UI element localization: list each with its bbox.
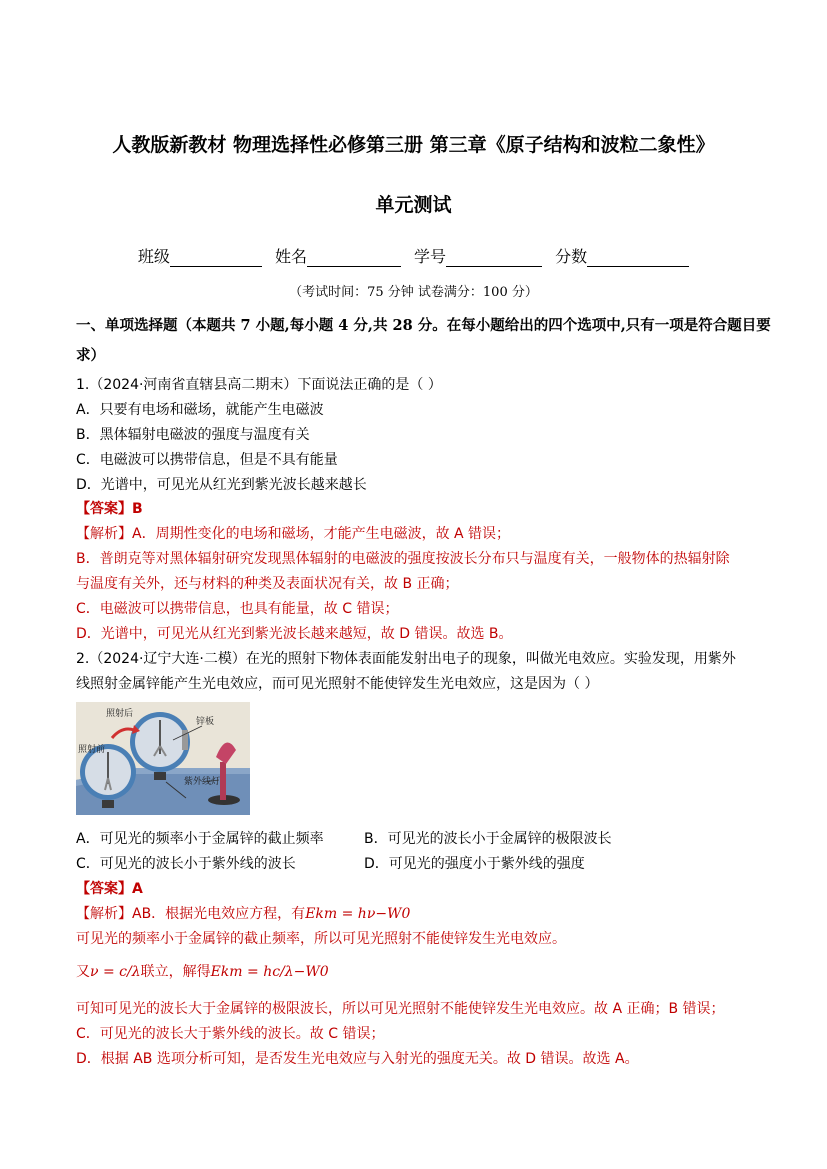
- q2-stem: 2.（2024·辽宁大连·二模）在光的照射下物体表面能发射出电子的现象，叫做光电效应。实验发现，用紫外: [76, 651, 736, 667]
- q2-analysis: [76, 961, 329, 981]
- q2-analysis: D．根据 AB 选项分析可知，是否发生光电效应与入射光的强度无关。故 D 错误。故选 A。: [76, 1051, 639, 1067]
- label-uv-lamp: 紫外线灯: [184, 777, 221, 787]
- q1-analysis: D．光谱中，可见光从红光到紫光波长越来越短，故 D 错误。故选 B。: [76, 626, 513, 642]
- q1-analysis: B．普朗克等对黑体辐射研究发现黑体辐射的电磁波的强度按波长分布只与温度有关，一般物体的热辐射除: [76, 551, 730, 567]
- document-title: 人教版新教材 物理选择性必修第三册 第三章《原子结构和波粒二象性》: [112, 134, 715, 156]
- photoelectric-illustration: [76, 702, 250, 815]
- q2-analysis: 可见光的频率小于金属锌的截止频率，所以可见光照射不能使锌发生光电效应。: [76, 931, 566, 947]
- q2-option-d: D．可见光的强度小于紫外线的强度: [364, 856, 585, 872]
- formula-frequency: ν = c/λ: [90, 964, 141, 980]
- formula-photoelectric: Ekm = hν−W0: [305, 906, 411, 922]
- name-blank: [307, 248, 401, 267]
- q2-option-a: A．可见光的频率小于金属锌的截止频率: [76, 831, 324, 847]
- formula-combined: Ekm = hc/λ−W0: [210, 964, 329, 980]
- q2-analysis: [76, 903, 410, 923]
- q2-analysis-text: 又: [76, 964, 90, 980]
- q1-option-d: D．光谱中，可见光从红光到紫光波长越来越长: [76, 477, 367, 493]
- q1-analysis: 【解析】A．周期性变化的电场和磁场，才能产生电磁波，故 A 错误；: [76, 526, 511, 542]
- q2-analysis-text: 联立，解得: [140, 964, 211, 980]
- q1-stem: 1.（2024·河南省直辖县高二期末）下面说法正确的是（ ）: [76, 377, 442, 393]
- exam-meta: （考试时间：75 分钟 试卷满分：100 分）: [289, 285, 538, 300]
- q2-option-b: B．可见光的波长小于金属锌的极限波长: [364, 831, 612, 847]
- name-label: 姓名: [274, 247, 307, 266]
- score-blank: [587, 248, 689, 267]
- q1-option-c: C．电磁波可以携带信息，但是不具有能量: [76, 452, 338, 468]
- q2-option-c: C．可见光的波长小于紫外线的波长: [76, 856, 296, 872]
- id-blank: [446, 248, 542, 267]
- q2-analysis: 可知可见光的波长大于金属锌的极限波长，所以可见光照射不能使锌发生光电效应。故 A 正确；B 错误；: [76, 1001, 725, 1017]
- q2-analysis: C．可见光的波长大于紫外线的波长。故 C 错误；: [76, 1026, 385, 1042]
- q1-option-a: A．只要有电场和磁场，就能产生电磁波: [76, 402, 324, 418]
- score-label: 分数: [555, 247, 588, 266]
- id-label: 学号: [414, 247, 447, 266]
- section-heading-cont: 求）: [76, 347, 105, 364]
- photoelectric-figure: [76, 702, 250, 815]
- q1-answer: 【答案】B: [76, 501, 143, 517]
- q1-analysis: 与温度有关外，还与材料的种类及表面状况有关，故 B 正确；: [76, 576, 459, 592]
- q2-analysis-text: 【解析】AB．根据光电效应方程，有: [76, 906, 306, 922]
- q1-analysis: C．电磁波可以携带信息，也具有能量，故 C 错误；: [76, 601, 399, 617]
- class-label: 班级: [137, 247, 170, 266]
- document-subtitle: 单元测试: [375, 194, 452, 216]
- q1-option-b: B．黑体辐射电磁波的强度与温度有关: [76, 427, 310, 443]
- student-info-row: [0, 244, 827, 267]
- q2-answer: 【答案】A: [76, 881, 143, 897]
- label-zinc-plate: 锌板: [196, 717, 215, 727]
- class-blank: [170, 248, 262, 267]
- q2-stem-cont: 线照射金属锌能产生光电效应，而可见光照射不能使锌发生光电效应，这是因为（ ）: [76, 676, 599, 692]
- label-after: 照射后: [106, 709, 134, 719]
- section-heading: 一、单项选择题（本题共 7 小题,每小题 4 分,共 28 分。在每小题给出的四个选项中,只有一项是符合题目要: [76, 317, 771, 334]
- label-before: 照射前: [78, 745, 106, 755]
